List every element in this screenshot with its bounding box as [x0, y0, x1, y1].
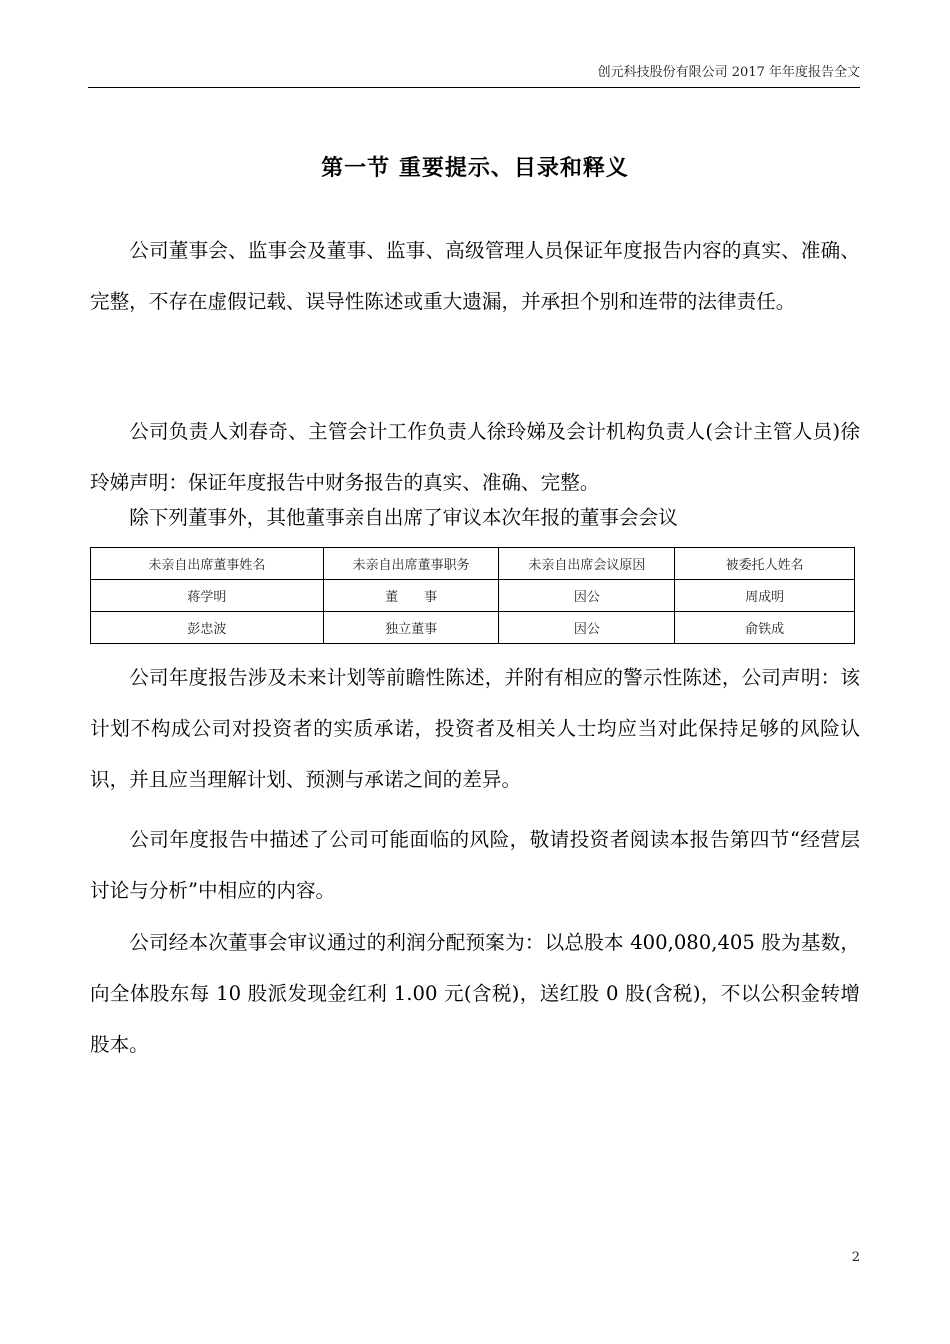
forward-looking-paragraph: 公司年度报告涉及未来计划等前瞻性陈述，并附有相应的警示性陈述，公司声明：该计划不构成公司对投资者的实质承诺，投资者及相关人士均应当对此保持足够的风险认识，并且应当理解计划、预测与承诺之间的差异。 [90, 666, 860, 791]
cell-absence-reason: 因公 [499, 612, 675, 644]
cell-proxy-name: 周成明 [675, 580, 855, 612]
section-title: 第一节 重要提示、目录和释义 [321, 155, 629, 181]
cell-director-name: 蒋学明 [91, 580, 324, 612]
header-cell-position: 未亲自出席董事职务 [323, 548, 499, 580]
table-row [91, 580, 855, 612]
table-header-row [91, 548, 855, 580]
absent-directors-table [90, 547, 855, 644]
header-cell-proxy: 被委托人姓名 [675, 548, 855, 580]
cell-director-position: 董 事 [323, 580, 499, 612]
statement-paragraph: 公司负责人刘春奇、主管会计工作负责人徐玲娣及会计机构负责人(会计主管人员)徐玲娣声明：保证年度报告中财务报告的真实、准确、完整。 [90, 420, 860, 494]
page-header: 创元科技股份有限公司 2017 年年度报告全文 [597, 65, 860, 80]
cell-director-position: 独立董事 [323, 612, 499, 644]
table-row [91, 612, 855, 644]
page-number: 2 [851, 1250, 860, 1265]
cell-absence-reason: 因公 [499, 580, 675, 612]
cell-director-name: 彭忠波 [91, 612, 324, 644]
cell-proxy-name: 俞铁成 [675, 612, 855, 644]
attendance-paragraph: 除下列董事外，其他董事亲自出席了审议本次年报的董事会会议 [129, 506, 678, 529]
risk-paragraph: 公司年度报告中描述了公司可能面临的风险，敬请投资者阅读本报告第四节“经营层讨论与分析”中相应的内容。 [90, 828, 860, 902]
dividend-paragraph: 公司经本次董事会审议通过的利润分配预案为：以总股本 400,080,405 股为基数，向全体股东每 10 股派发现金红利 1.00 元(含税)，送红股 0 股(含税)，不以公积金转增股本。 [90, 931, 860, 1056]
header-cell-name: 未亲自出席董事姓名 [91, 548, 324, 580]
header-rule [88, 87, 860, 88]
header-cell-reason: 未亲自出席会议原因 [499, 548, 675, 580]
guarantee-paragraph: 公司董事会、监事会及董事、监事、高级管理人员保证年度报告内容的真实、准确、完整，不存在虚假记载、误导性陈述或重大遗漏，并承担个别和连带的法律责任。 [90, 239, 860, 313]
